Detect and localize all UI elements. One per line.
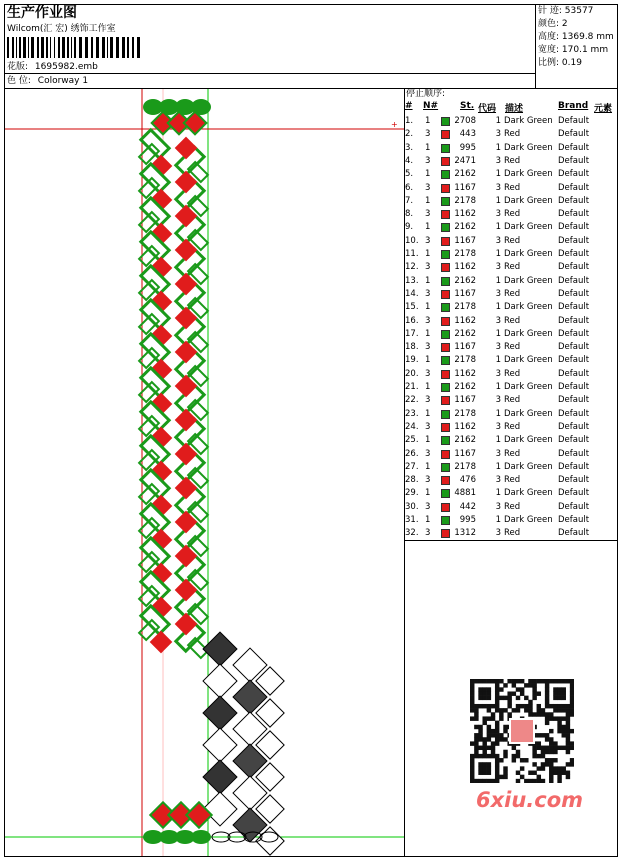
row-desc: Red bbox=[504, 368, 521, 379]
row-brand: Default bbox=[558, 342, 590, 353]
row-index: 16. bbox=[405, 315, 419, 326]
sequence-row bbox=[405, 381, 620, 394]
sequence-row bbox=[405, 208, 620, 221]
row-stitches: 1167 bbox=[454, 342, 476, 353]
row-desc: Red bbox=[504, 315, 521, 326]
color-swatch bbox=[441, 237, 450, 246]
row-desc: Dark Green bbox=[504, 461, 553, 472]
row-brand: Default bbox=[558, 302, 590, 313]
row-index: 13. bbox=[405, 275, 419, 286]
row-index: 31. bbox=[405, 515, 419, 525]
sequence-row bbox=[405, 115, 620, 128]
row-index: 3. bbox=[405, 142, 414, 153]
row-brand: Default bbox=[558, 315, 590, 326]
row-needle: 1 bbox=[425, 169, 431, 180]
color-swatch bbox=[441, 223, 450, 232]
row-index: 22. bbox=[405, 395, 419, 406]
row-index: 5. bbox=[405, 169, 414, 180]
row-needle: 3 bbox=[425, 209, 431, 220]
row-needle: 3 bbox=[425, 315, 431, 326]
row-needle: 3 bbox=[425, 155, 431, 166]
svg-text:+: + bbox=[391, 120, 398, 129]
row-brand: Default bbox=[558, 528, 590, 539]
row-brand: Default bbox=[558, 382, 590, 392]
row-needle: 3 bbox=[425, 421, 431, 432]
row-index: 23. bbox=[405, 408, 419, 419]
row-brand: Default bbox=[558, 155, 590, 166]
row-stitches: 2178 bbox=[454, 408, 476, 419]
row-needle: 1 bbox=[425, 249, 431, 259]
color-swatch bbox=[441, 423, 450, 432]
row-code: 3 bbox=[495, 475, 501, 486]
row-code: 3 bbox=[495, 182, 501, 193]
stat-width: 宽度: 170.1 mm bbox=[538, 45, 609, 55]
row-stitches: 2178 bbox=[454, 302, 476, 313]
row-stitches: 2162 bbox=[454, 169, 476, 180]
row-brand: Default bbox=[558, 515, 590, 525]
row-desc: Red bbox=[504, 288, 521, 299]
row-desc: Red bbox=[504, 129, 521, 140]
row-index: 12. bbox=[405, 262, 419, 273]
row-code: 1 bbox=[495, 515, 501, 525]
row-code: 3 bbox=[495, 395, 501, 406]
row-desc: Dark Green bbox=[504, 488, 553, 499]
colorway-value: Colorway 1 bbox=[37, 76, 89, 86]
row-desc: Red bbox=[504, 501, 521, 512]
row-index: 10. bbox=[405, 235, 419, 246]
row-index: 8. bbox=[405, 209, 414, 220]
row-code: 1 bbox=[495, 328, 501, 339]
row-stitches: 2708 bbox=[454, 116, 476, 126]
row-desc: Dark Green bbox=[504, 515, 553, 525]
color-swatch bbox=[441, 489, 450, 498]
page-title: 生产作业图 bbox=[7, 5, 77, 21]
col-brand: Brand bbox=[558, 101, 589, 111]
row-brand: Default bbox=[558, 368, 590, 379]
row-stitches: 2178 bbox=[454, 195, 476, 206]
row-code: 1 bbox=[495, 142, 501, 153]
row-needle: 3 bbox=[425, 501, 431, 512]
row-code: 1 bbox=[495, 302, 501, 313]
row-needle: 1 bbox=[425, 116, 431, 126]
row-index: 4. bbox=[405, 155, 414, 166]
sequence-row bbox=[405, 527, 620, 540]
row-brand: Default bbox=[558, 328, 590, 339]
sequence-title: 停止顺序: bbox=[406, 89, 446, 99]
col-stitches: St. bbox=[460, 101, 475, 111]
row-brand: Default bbox=[558, 395, 590, 406]
row-stitches: 2162 bbox=[454, 382, 476, 392]
row-needle: 3 bbox=[425, 235, 431, 246]
row-brand: Default bbox=[558, 408, 590, 419]
colorway-row bbox=[7, 76, 88, 87]
row-desc: Dark Green bbox=[504, 142, 553, 153]
row-code: 3 bbox=[495, 235, 501, 246]
col-element: 元素 bbox=[594, 104, 613, 114]
color-swatch bbox=[441, 250, 450, 259]
row-code: 1 bbox=[495, 169, 501, 180]
row-brand: Default bbox=[558, 501, 590, 512]
row-desc: Dark Green bbox=[504, 382, 553, 392]
row-stitches: 443 bbox=[459, 129, 476, 140]
row-code: 1 bbox=[495, 461, 501, 472]
col-desc: 描述 bbox=[505, 104, 524, 114]
sequence-row bbox=[405, 448, 620, 461]
row-code: 3 bbox=[495, 315, 501, 326]
color-swatch bbox=[441, 343, 450, 352]
row-needle: 1 bbox=[425, 222, 431, 233]
sequence-row bbox=[405, 328, 620, 341]
row-brand: Default bbox=[558, 129, 590, 140]
color-swatch bbox=[441, 117, 450, 126]
row-needle: 3 bbox=[425, 368, 431, 379]
design-file-row bbox=[7, 62, 98, 73]
color-swatch bbox=[441, 370, 450, 379]
stat-scale: 比例: 0.19 bbox=[538, 58, 582, 68]
sequence-row bbox=[405, 182, 620, 195]
row-desc: Dark Green bbox=[504, 302, 553, 313]
row-code: 3 bbox=[495, 342, 501, 353]
row-stitches: 1167 bbox=[454, 448, 476, 459]
sequence-row bbox=[405, 434, 620, 447]
row-needle: 3 bbox=[425, 475, 431, 486]
row-brand: Default bbox=[558, 435, 590, 446]
design-file-label: 花版: bbox=[7, 62, 29, 72]
row-code: 3 bbox=[495, 129, 501, 140]
row-code: 3 bbox=[495, 448, 501, 459]
color-swatch bbox=[441, 476, 450, 485]
design-preview bbox=[5, 89, 404, 856]
row-desc: Dark Green bbox=[504, 435, 553, 446]
row-brand: Default bbox=[558, 209, 590, 220]
row-needle: 1 bbox=[425, 408, 431, 419]
row-needle: 3 bbox=[425, 448, 431, 459]
row-needle: 1 bbox=[425, 461, 431, 472]
color-swatch bbox=[441, 436, 450, 445]
row-brand: Default bbox=[558, 222, 590, 233]
color-swatch bbox=[441, 450, 450, 459]
row-code: 3 bbox=[495, 155, 501, 166]
row-desc: Dark Green bbox=[504, 116, 553, 126]
row-index: 11. bbox=[405, 249, 419, 259]
row-brand: Default bbox=[558, 448, 590, 459]
row-brand: Default bbox=[558, 195, 590, 206]
row-index: 17. bbox=[405, 328, 419, 339]
row-desc: Dark Green bbox=[504, 222, 553, 233]
row-needle: 3 bbox=[425, 288, 431, 299]
row-desc: Red bbox=[504, 448, 521, 459]
row-brand: Default bbox=[558, 116, 590, 126]
row-code: 1 bbox=[495, 116, 501, 126]
row-stitches: 2162 bbox=[454, 275, 476, 286]
sequence-row bbox=[405, 421, 620, 434]
row-needle: 1 bbox=[425, 302, 431, 313]
row-code: 3 bbox=[495, 209, 501, 220]
row-desc: Red bbox=[504, 342, 521, 353]
row-index: 26. bbox=[405, 448, 419, 459]
row-code: 3 bbox=[495, 528, 501, 539]
row-stitches: 1162 bbox=[454, 262, 476, 273]
color-swatch bbox=[441, 263, 450, 272]
color-swatch bbox=[441, 184, 450, 193]
row-needle: 1 bbox=[425, 382, 431, 392]
row-code: 3 bbox=[495, 368, 501, 379]
color-swatch bbox=[441, 396, 450, 405]
row-stitches: 1167 bbox=[454, 288, 476, 299]
row-index: 14. bbox=[405, 288, 419, 299]
row-needle: 1 bbox=[425, 355, 431, 366]
row-needle: 1 bbox=[425, 142, 431, 153]
row-needle: 1 bbox=[425, 275, 431, 286]
sequence-row bbox=[405, 487, 620, 500]
row-index: 19. bbox=[405, 355, 419, 366]
row-desc: Dark Green bbox=[504, 195, 553, 206]
col-index: # bbox=[405, 101, 413, 111]
row-index: 1. bbox=[405, 116, 414, 126]
row-desc: Red bbox=[504, 155, 521, 166]
row-needle: 1 bbox=[425, 515, 431, 525]
row-index: 20. bbox=[405, 368, 419, 379]
row-stitches: 995 bbox=[459, 142, 476, 153]
colorway-label: 色 位: bbox=[7, 76, 31, 86]
color-swatch bbox=[441, 130, 450, 139]
row-stitches: 1162 bbox=[454, 368, 476, 379]
stat-stitches: 针 迹: 53577 bbox=[538, 6, 594, 16]
row-brand: Default bbox=[558, 475, 590, 486]
row-code: 3 bbox=[495, 421, 501, 432]
row-needle: 3 bbox=[425, 129, 431, 140]
company-name: Wilcom(汇 宏) 绣饰工作室 bbox=[7, 24, 116, 34]
row-code: 3 bbox=[495, 262, 501, 273]
sequence-row bbox=[405, 195, 620, 208]
sequence-row bbox=[405, 354, 620, 367]
header-divider bbox=[4, 73, 536, 74]
color-swatch bbox=[441, 317, 450, 326]
row-desc: Red bbox=[504, 528, 521, 539]
row-stitches: 2162 bbox=[454, 328, 476, 339]
sequence-row bbox=[405, 514, 620, 527]
sequence-row bbox=[405, 261, 620, 274]
row-stitches: 2162 bbox=[454, 222, 476, 233]
sequence-row bbox=[405, 248, 620, 261]
color-swatch bbox=[441, 157, 450, 166]
row-desc: Dark Green bbox=[504, 355, 553, 366]
qr-code-icon bbox=[470, 679, 574, 783]
sequence-row bbox=[405, 341, 620, 354]
row-desc: Dark Green bbox=[504, 169, 553, 180]
row-desc: Red bbox=[504, 262, 521, 273]
design-file-value: 1695982.emb bbox=[34, 62, 98, 72]
row-index: 21. bbox=[405, 382, 419, 392]
row-needle: 1 bbox=[425, 488, 431, 499]
stat-height: 高度: 1369.8 mm bbox=[538, 32, 614, 42]
row-index: 24. bbox=[405, 421, 419, 432]
row-code: 1 bbox=[495, 275, 501, 286]
row-code: 1 bbox=[495, 355, 501, 366]
sequence-row bbox=[405, 128, 620, 141]
row-brand: Default bbox=[558, 235, 590, 246]
row-desc: Dark Green bbox=[504, 408, 553, 419]
color-swatch bbox=[441, 290, 450, 299]
row-stitches: 1167 bbox=[454, 235, 476, 246]
row-stitches: 2471 bbox=[454, 155, 476, 166]
sequence-row bbox=[405, 408, 620, 421]
row-index: 18. bbox=[405, 342, 419, 353]
row-brand: Default bbox=[558, 355, 590, 366]
row-index: 9. bbox=[405, 222, 414, 233]
sequence-row bbox=[405, 301, 620, 314]
row-code: 1 bbox=[495, 195, 501, 206]
sequence-row bbox=[405, 155, 620, 168]
row-brand: Default bbox=[558, 142, 590, 153]
row-index: 28. bbox=[405, 475, 419, 486]
color-swatch bbox=[441, 197, 450, 206]
row-index: 15. bbox=[405, 302, 419, 313]
row-stitches: 476 bbox=[459, 475, 476, 486]
row-stitches: 2178 bbox=[454, 249, 476, 259]
row-desc: Dark Green bbox=[504, 275, 553, 286]
row-stitches: 995 bbox=[459, 515, 476, 525]
col-needle: N# bbox=[423, 101, 439, 111]
row-desc: Red bbox=[504, 182, 521, 193]
row-code: 3 bbox=[495, 501, 501, 512]
sequence-row bbox=[405, 315, 620, 328]
sequence-row bbox=[405, 394, 620, 407]
sequence-row bbox=[405, 501, 620, 514]
row-code: 1 bbox=[495, 488, 501, 499]
row-stitches: 4881 bbox=[454, 488, 476, 499]
row-code: 1 bbox=[495, 435, 501, 446]
row-brand: Default bbox=[558, 249, 590, 259]
color-swatch bbox=[441, 503, 450, 512]
color-swatch bbox=[441, 356, 450, 365]
stat-colors: 颜色: 2 bbox=[538, 19, 568, 29]
sequence-row bbox=[405, 142, 620, 155]
color-swatch bbox=[441, 529, 450, 538]
row-desc: Red bbox=[504, 209, 521, 220]
row-index: 29. bbox=[405, 488, 419, 499]
row-stitches: 442 bbox=[459, 501, 476, 512]
sequence-row bbox=[405, 168, 620, 181]
row-brand: Default bbox=[558, 262, 590, 273]
row-stitches: 1312 bbox=[454, 528, 476, 539]
row-brand: Default bbox=[558, 275, 590, 286]
row-desc: Dark Green bbox=[504, 249, 553, 259]
row-needle: 1 bbox=[425, 195, 431, 206]
color-swatch bbox=[441, 170, 450, 179]
color-swatch bbox=[441, 463, 450, 472]
row-stitches: 1162 bbox=[454, 209, 476, 220]
color-swatch bbox=[441, 383, 450, 392]
row-index: 7. bbox=[405, 195, 414, 206]
sequence-row bbox=[405, 461, 620, 474]
sequence-row bbox=[405, 474, 620, 487]
row-desc: Dark Green bbox=[504, 328, 553, 339]
row-needle: 1 bbox=[425, 435, 431, 446]
color-swatch bbox=[441, 210, 450, 219]
row-stitches: 1167 bbox=[454, 395, 476, 406]
row-needle: 3 bbox=[425, 395, 431, 406]
row-code: 1 bbox=[495, 222, 501, 233]
row-needle: 3 bbox=[425, 262, 431, 273]
col-code: 代码 bbox=[478, 104, 497, 114]
row-index: 30. bbox=[405, 501, 419, 512]
barcode bbox=[7, 37, 142, 58]
row-brand: Default bbox=[558, 488, 590, 499]
color-swatch bbox=[441, 410, 450, 419]
color-swatch bbox=[441, 303, 450, 312]
sequence-row bbox=[405, 368, 620, 381]
row-code: 3 bbox=[495, 288, 501, 299]
row-desc: Red bbox=[504, 475, 521, 486]
row-desc: Red bbox=[504, 421, 521, 432]
row-stitches: 1162 bbox=[454, 315, 476, 326]
row-brand: Default bbox=[558, 461, 590, 472]
color-swatch bbox=[441, 277, 450, 286]
row-brand: Default bbox=[558, 288, 590, 299]
row-stitches: 2178 bbox=[454, 461, 476, 472]
row-brand: Default bbox=[558, 182, 590, 193]
color-swatch bbox=[441, 516, 450, 525]
row-index: 32. bbox=[405, 528, 419, 539]
row-needle: 3 bbox=[425, 182, 431, 193]
row-desc: Red bbox=[504, 395, 521, 406]
row-stitches: 2178 bbox=[454, 355, 476, 366]
sequence-row bbox=[405, 235, 620, 248]
row-needle: 3 bbox=[425, 528, 431, 539]
row-index: 25. bbox=[405, 435, 419, 446]
color-swatch bbox=[441, 330, 450, 339]
sequence-rows bbox=[405, 115, 618, 540]
sequence-row bbox=[405, 275, 620, 288]
row-needle: 1 bbox=[425, 328, 431, 339]
row-stitches: 1162 bbox=[454, 421, 476, 432]
row-brand: Default bbox=[558, 421, 590, 432]
row-code: 1 bbox=[495, 382, 501, 392]
row-stitches: 2162 bbox=[454, 435, 476, 446]
row-brand: Default bbox=[558, 169, 590, 180]
row-desc: Red bbox=[504, 235, 521, 246]
row-index: 27. bbox=[405, 461, 419, 472]
sequence-header bbox=[405, 101, 618, 113]
watermark-logo: 6xiu.com bbox=[476, 788, 584, 812]
row-index: 2. bbox=[405, 129, 414, 140]
sequence-row bbox=[405, 288, 620, 301]
row-needle: 3 bbox=[425, 342, 431, 353]
row-code: 1 bbox=[495, 249, 501, 259]
row-index: 6. bbox=[405, 182, 414, 193]
stats-list bbox=[538, 5, 614, 70]
row-stitches: 1167 bbox=[454, 182, 476, 193]
color-swatch bbox=[441, 144, 450, 153]
row-code: 1 bbox=[495, 408, 501, 419]
sequence-row bbox=[405, 221, 620, 234]
